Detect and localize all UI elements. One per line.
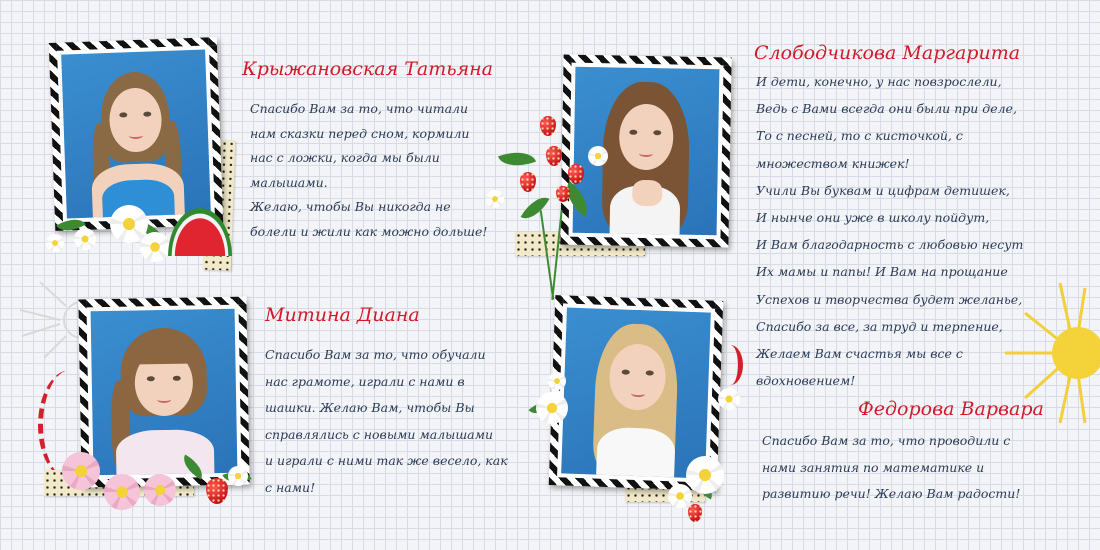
child-name-2: Слободчикова Маргарита	[754, 42, 1021, 64]
child-name-3: Митина Диана	[265, 304, 420, 326]
watermelon-decoration	[168, 208, 232, 256]
wish-text-1: Спасибо Вам за то, что читали нам сказки перед сном, кормили нас с ложки, когда мы были малышами. Желаю, чтобы Вы никогда не болели и жили как можно дольше!	[250, 101, 488, 239]
photo-frame-3	[78, 297, 249, 488]
red-ribbon-decoration-right	[718, 345, 743, 385]
child-name-1: Крыжановская Татьяна	[242, 58, 493, 80]
photo-frame-2	[560, 55, 731, 248]
wish-text-2: И дети, конечно, у нас повзрослели, Ведь с Вами всегда они были при деле, То с песней, то с кисточкой, с множеством книжек! Учили Вы буквам и цифрам детишек, И нынче они уже в школу пойдут, И Вам благодарность с любовью несут Их мамы и папы! И Вам на прощание Успехов и творчества будет желанье, Спасибо за все, за труд и терпение, Желаем Вам счастья мы все с вдохновением!	[756, 74, 1024, 389]
child-name-4: Федорова Варвара	[858, 398, 1044, 420]
wish-text-4: Спасибо Вам за то, что проводили с нами занятия по математике и развитию речи! Желаю Вам радости!	[762, 433, 1021, 501]
photo-girl-braids	[61, 50, 211, 219]
wish-text-3: Спасибо Вам за то, что обучали нас грамоте, играли с нами в шашки. Желаю Вам, чтобы Вы справлялись с новыми малышами и играли с ними так же весело, как с нами!	[265, 347, 508, 495]
photo-girl-bangs	[91, 309, 238, 475]
photo-frame-1	[49, 37, 223, 231]
photo-girl-blonde	[561, 308, 711, 479]
